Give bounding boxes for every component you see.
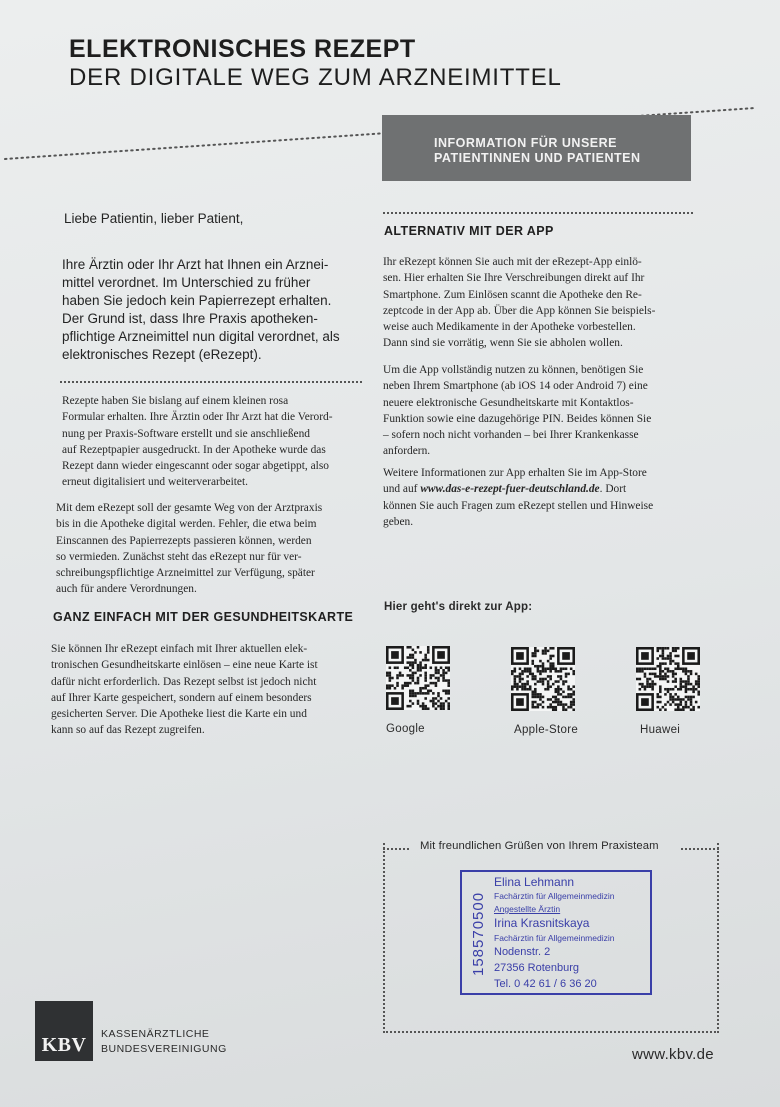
text-line: tronischen Gesundheitskarte einlösen – eine neue Karte ist xyxy=(51,659,318,672)
text-line: Der Grund ist, dass Ihre Praxis apotheken- xyxy=(62,311,318,326)
text-line: mittel verordnet. Im Unterschied zu früher xyxy=(62,275,311,290)
text-fragment: . Dort xyxy=(599,483,627,496)
stamp-city: 27356 Rotenburg xyxy=(494,962,580,974)
organization-name-line: KASSENÄRZTLICHE xyxy=(101,1028,210,1040)
text-line: auf Rezeptpapier ausgedruckt. In der Apotheke wurde das xyxy=(62,443,326,456)
text-line: Smartphone. Zum Einlösen scannt die Apotheke den Re- xyxy=(383,288,642,301)
text-line: Ihre Ärztin oder Ihr Arzt hat Ihnen ein Arznei- xyxy=(62,257,329,272)
divider xyxy=(681,848,719,850)
text-line: weise auch Medikamente in der Apotheke vorbestellen. xyxy=(383,321,636,334)
stamp-name: Irina Krasnitskaya xyxy=(494,916,590,930)
text-line: Mit dem eRezept soll der gesamte Weg von der Arztpraxis xyxy=(56,502,323,514)
text-line: gesicherten Server. Die Apotheke liest die Karte ein und xyxy=(51,708,307,721)
paragraph-digital xyxy=(56,500,371,598)
text-line: Formular erhalten. Ihre Ärztin oder Ihr Arzt hat die Verord- xyxy=(62,411,333,424)
stamp-title: Fachärztin für Allgemeinmedizin xyxy=(494,933,615,943)
info-banner-line: PATIENTINNEN UND PATIENTEN xyxy=(434,151,641,165)
text-line: anfordern. xyxy=(383,445,431,458)
paragraph-history xyxy=(62,393,372,491)
section-heading-app: ALTERNATIV MIT DER APP xyxy=(384,224,554,238)
stamp-street: Nodenstr. 2 xyxy=(494,946,551,958)
text-line: bis in die Apotheke digital werden. Fehler, die etwa beim xyxy=(56,518,317,531)
text-line: haben Sie jedoch kein Papierrezept erhalten. xyxy=(62,293,332,308)
qr-code-google[interactable] xyxy=(386,646,450,710)
text-line: können Sie auch Fragen zum eRezept stellen und Hinweise xyxy=(383,499,654,512)
greeting-text: Mit freundlichen Grüßen von Ihrem Praxisteam xyxy=(420,840,659,852)
section-heading-card: GANZ EINFACH MIT DER GESUNDHEITSKARTE xyxy=(53,610,354,624)
text-line: kann so auf das Rezept zugreifen. xyxy=(51,724,205,737)
qr-label-apple: Apple-Store xyxy=(514,724,579,736)
info-banner xyxy=(382,115,691,181)
text-line: auch für andere Verordnungen. xyxy=(56,583,197,596)
text-line: so vermieden. Zunächst steht das eRezept nur für ver- xyxy=(56,550,302,563)
paragraph-app xyxy=(383,254,703,352)
text-fragment: und auf xyxy=(383,483,421,496)
text-line: Dann sind sie vorrätig, wenn Sie sie abholen wollen. xyxy=(383,337,623,350)
text-line: Ihr eRezept können Sie auch mit der eRezept-App einlö- xyxy=(383,256,642,268)
app-link-heading: Hier geht's direkt zur App: xyxy=(384,601,533,613)
text-line: elektronisches Rezept (eRezept). xyxy=(62,347,262,362)
intro-paragraph xyxy=(62,256,362,364)
website-link[interactable]: www.das-e-rezept-fuer-deutschland.de xyxy=(420,483,600,496)
text-line: Rezept dann wieder eingescannt oder sogar abgetippt, also xyxy=(62,460,329,473)
text-line: erneut digitalisiert und weiterverarbeitet. xyxy=(62,476,248,489)
text-line xyxy=(383,481,713,497)
divider xyxy=(383,848,409,850)
text-line: Um die App vollständig nutzen zu können, benötigen Sie xyxy=(383,364,644,376)
text-line: zeptcode in der App ab. Über die App können Sie beispiels- xyxy=(383,304,656,317)
qr-code-huawei[interactable] xyxy=(636,647,700,711)
qr-code-apple[interactable] xyxy=(511,647,575,711)
info-banner-line: INFORMATION FÜR UNSERE xyxy=(434,136,617,150)
stamp-role: Angestellte Ärztin xyxy=(494,904,561,914)
text-line: dafür nicht erforderlich. Das Rezept selbst ist jedoch nicht xyxy=(51,675,317,688)
stamp-phone: Tel. 0 42 61 / 6 36 20 xyxy=(494,978,597,990)
kbv-logo: KBV xyxy=(35,1001,93,1061)
text-line: – sofern noch nicht vorhanden – bei Ihrer Krankenkasse xyxy=(383,429,639,442)
organization-name xyxy=(101,1027,227,1057)
page-subtitle: DER DIGITALE WEG ZUM ARZNEIMITTEL xyxy=(69,64,562,91)
page-title: ELEKTRONISCHES REZEPT xyxy=(69,35,416,63)
practice-stamp xyxy=(460,870,652,995)
text-line: neben Ihrem Smartphone (ab iOS 14 oder Android 7) eine xyxy=(383,380,648,393)
organization-name-line: BUNDESVEREINIGUNG xyxy=(101,1043,227,1055)
stamp-name: Elina Lehmann xyxy=(494,875,575,889)
text-line: geben. xyxy=(383,515,414,528)
stamp-title: Fachärztin für Allgemeinmedizin xyxy=(494,891,615,901)
salutation: Liebe Patientin, lieber Patient, xyxy=(64,211,244,226)
text-line: Funktion sowie eine dazugehörige PIN. Beides können Sie xyxy=(383,412,652,425)
paragraph-requirements xyxy=(383,362,703,460)
text-line: neuere elektronische Gesundheitskarte mit Kontaktlos- xyxy=(383,396,634,409)
stamp-number: 158570500 xyxy=(470,891,487,976)
text-line: nung per Praxis-Software erstellt und sie anschließend xyxy=(62,427,310,440)
text-line: Weitere Informationen zur App erhalten Sie im App-Store xyxy=(383,467,647,479)
text-line: Rezepte haben Sie bislang auf einem kleinen rosa xyxy=(62,395,289,407)
paragraph-more-info xyxy=(383,465,713,530)
qr-label-huawei: Huawei xyxy=(640,724,681,736)
paragraph-card xyxy=(51,641,371,739)
text-line: schreibungspflichtige Arzneimittel zur Verfügung, später xyxy=(56,567,315,580)
qr-label-google: Google xyxy=(386,723,425,735)
text-line: pflichtige Arzneimittel nun digital verordnet, als xyxy=(62,329,340,344)
text-line: auf Ihrer Karte gespeichert, sondern auf einem besonders xyxy=(51,691,312,704)
text-line: Sie können Ihr eRezept einfach mit Ihrer aktuellen elek- xyxy=(51,643,308,655)
footer-website-link[interactable]: www.kbv.de xyxy=(632,1046,714,1063)
text-line: Einscannen des Papierrezepts passieren können, werden xyxy=(56,534,312,547)
divider xyxy=(60,381,362,383)
text-line: sen. Hier erhalten Sie Ihre Verschreibungen direkt auf Ihr xyxy=(383,272,645,285)
divider xyxy=(383,212,693,214)
